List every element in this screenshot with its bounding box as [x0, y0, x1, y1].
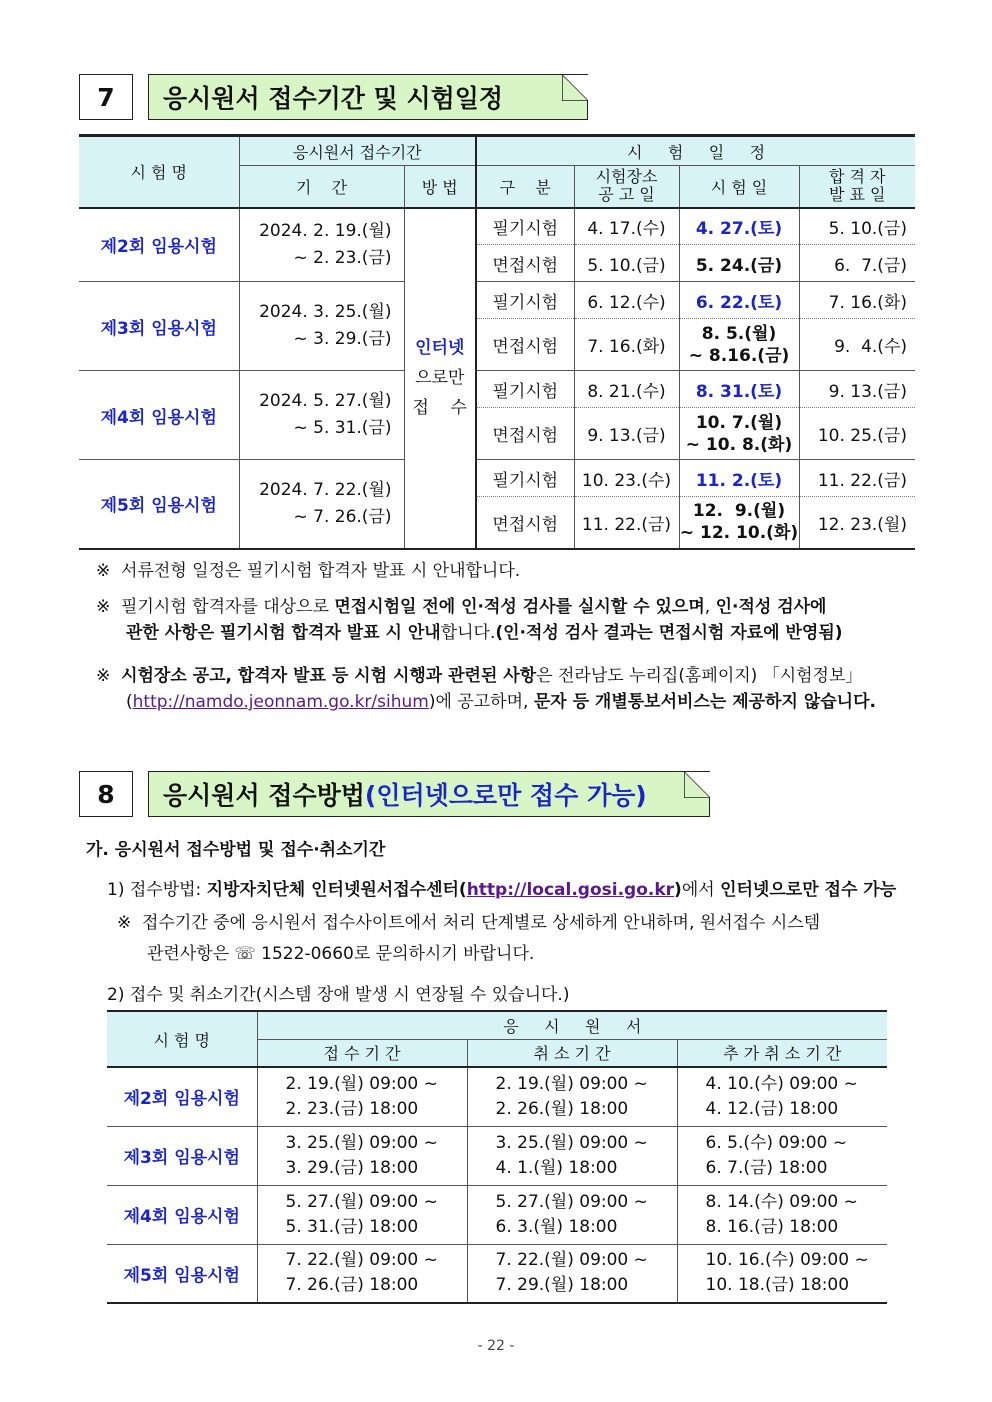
- extra-cancel-period-end: 6. 7.(금) 18:00: [705, 1157, 828, 1178]
- cancel-period-end: 4. 1.(월) 18:00: [495, 1157, 618, 1178]
- receive-period: [257, 1126, 467, 1185]
- header-venue-line1: 시험장소: [595, 167, 658, 187]
- extra-cancel-period-start: 6. 5.(수) 09:00 ~: [705, 1132, 848, 1153]
- extra-cancel-period: [677, 1126, 887, 1185]
- item1-part-e: 인터넷으로만 접수 가능: [720, 880, 897, 900]
- application-row: [107, 1185, 887, 1244]
- receive-period-start: 7. 22.(월) 09:00 ~: [285, 1250, 438, 1271]
- schedule-row-written: [79, 460, 915, 497]
- application-row: [107, 1067, 887, 1126]
- note-aptitude-test: [96, 594, 918, 646]
- cancel-period-start: 5. 27.(월) 09:00 ~: [495, 1191, 648, 1212]
- result-date: 5. 10.(금): [799, 208, 915, 245]
- extra-cancel-period-start: 4. 10.(수) 09:00 ~: [705, 1073, 858, 1094]
- item1-part-b: 지방자치단체 인터넷원서접수센터(: [206, 880, 467, 900]
- extra-cancel-period-end: 10. 18.(금) 18:00: [705, 1275, 850, 1296]
- note3-part-b: 시험장소 공고, 합격자 발표 등 시험 시행과 관련된 사항: [121, 666, 537, 686]
- exam-name: 제5회 임용시험: [107, 1244, 257, 1303]
- exam-date-end: ~ 8.16.(금): [688, 345, 790, 366]
- cancel-period-start: 7. 22.(월) 09:00 ~: [495, 1250, 648, 1271]
- note-document-screening: [96, 558, 520, 584]
- exam-date-end: ~ 10. 8.(화): [685, 434, 793, 455]
- apply-period-end: ~ 7. 26.(금): [293, 506, 392, 527]
- folded-corner-icon: [562, 75, 588, 101]
- apply-period: [239, 208, 404, 282]
- apply-period-end: ~ 2. 23.(금): [293, 247, 392, 268]
- exam-date: [679, 497, 799, 549]
- extra-cancel-period-start: 8. 14.(수) 09:00 ~: [705, 1191, 858, 1212]
- receive-period-end: 2. 23.(금) 18:00: [285, 1098, 419, 1119]
- apply-period-start: 2024. 3. 25.(월): [259, 301, 392, 322]
- method-line3: 접 수: [412, 398, 467, 418]
- subsection-ga-title: 가. 응시원서 접수방법 및 접수·취소기간: [86, 840, 386, 860]
- schedule-row-written: [79, 208, 915, 245]
- application-row: [107, 1126, 887, 1185]
- cancel-period-end: 7. 29.(월) 18:00: [495, 1275, 629, 1296]
- receive-period-end: 7. 26.(금) 18:00: [285, 1275, 419, 1296]
- apply-period: [239, 371, 404, 460]
- result-date: 9. 4.(수): [799, 319, 915, 371]
- page-number: - 22 -: [477, 1338, 515, 1354]
- sihum-link[interactable]: http://namdo.jeonnam.go.kr/sihum: [132, 692, 429, 712]
- apply-period-start: 2024. 5. 27.(월): [259, 390, 392, 411]
- exam-name: 제2회 임용시험: [79, 208, 239, 282]
- section7-title: [148, 74, 588, 120]
- cancel-period-end: 6. 3.(월) 18:00: [495, 1216, 618, 1237]
- result-date: 10. 25.(금): [799, 408, 915, 460]
- receive-period-end: 3. 29.(금) 18:00: [285, 1157, 419, 1178]
- section8-title-main: 응시원서 접수방법: [163, 781, 365, 810]
- result-date: 9. 13.(금): [799, 371, 915, 408]
- exam-date: [679, 319, 799, 371]
- result-date: 6. 7.(금): [799, 245, 915, 282]
- header-exam-date: 시 험 일: [679, 166, 799, 208]
- item1-part-a: 1) 접수방법:: [107, 880, 207, 900]
- receive-period: [257, 1067, 467, 1126]
- receive-period-start: 3. 25.(월) 09:00 ~: [285, 1132, 438, 1153]
- exam-date: 6. 22.(토): [679, 282, 799, 319]
- exam-schedule-table: [79, 134, 915, 550]
- t2-header-extra-cancel: 추 가 취 소 기 간: [723, 1044, 842, 1064]
- venue-announce-date: 7. 16.(화): [574, 319, 679, 371]
- exam-type: 면접시험: [476, 497, 574, 549]
- receive-period: [257, 1185, 467, 1244]
- exam-name: 제4회 임용시험: [107, 1185, 257, 1244]
- venue-announce-date: 9. 13.(금): [574, 408, 679, 460]
- t2-header-receive: 접 수 기 간: [257, 1039, 467, 1067]
- item1-note-line2: 관련사항은 ☏ 1522-0660로 문의하시기 바랍니다.: [147, 944, 535, 964]
- cancel-period: [467, 1185, 677, 1244]
- note2-part-b: 면접시험일 전에 인·적성 검사를 실시할 수 있으며: [334, 597, 705, 617]
- item1-method: [107, 875, 896, 900]
- apply-period-start: 2024. 7. 22.(월): [259, 479, 392, 500]
- cancel-period-start: 2. 19.(월) 09:00 ~: [495, 1073, 648, 1094]
- header-result-line1: 합 격 자: [828, 167, 886, 187]
- exam-date-start: 10. 7.(월): [695, 412, 783, 433]
- application-period-table: [107, 1010, 887, 1304]
- exam-name: 제2회 임용시험: [107, 1067, 257, 1126]
- venue-announce-date: 11. 22.(금): [574, 497, 679, 549]
- exam-name: 제3회 임용시험: [79, 282, 239, 371]
- apply-period-end: ~ 3. 29.(금): [293, 329, 392, 349]
- cancel-period: [467, 1126, 677, 1185]
- exam-date: 11. 2.(토): [679, 460, 799, 497]
- note3-part-c: 은 전라남도 누리집(홈페이지) 「시험정보」: [536, 666, 863, 686]
- item1-note: [117, 908, 917, 970]
- note2-part-g: (인·적성 검사 결과는 면접시험 자료에 반영됨): [495, 623, 843, 643]
- exam-date-end: ~ 12. 10.(화): [679, 523, 799, 544]
- exam-name: 제4회 임용시험: [79, 371, 239, 460]
- extra-cancel-period-end: 4. 12.(금) 18:00: [705, 1098, 839, 1119]
- exam-name: 제5회 임용시험: [79, 460, 239, 549]
- application-row: [107, 1244, 887, 1303]
- receive-period-start: 5. 27.(월) 09:00 ~: [285, 1191, 438, 1212]
- exam-type: 필기시험: [476, 371, 574, 408]
- note2-part-a: ※ 필기시험 합격자를 대상으로: [96, 597, 335, 617]
- exam-type: 면접시험: [476, 245, 574, 282]
- method-line2: 으로만: [415, 368, 465, 388]
- method-cell: [404, 208, 476, 549]
- header-method: 방 법: [404, 166, 476, 208]
- section8-title-sub: (인터넷으로만 접수 가능): [364, 781, 647, 810]
- cancel-period: [467, 1244, 677, 1303]
- note2-part-c: ,: [704, 597, 716, 617]
- header-result-date: [799, 166, 915, 208]
- folded-corner-icon: [684, 772, 710, 798]
- extra-cancel-period: [677, 1067, 887, 1126]
- result-date: 7. 16.(화): [799, 282, 915, 319]
- header-type: 구 분: [476, 166, 574, 208]
- schedule-row-written: [79, 282, 915, 319]
- section8-number: 8: [79, 771, 133, 817]
- note3-part-d: (: [126, 692, 133, 712]
- section8-title: [148, 771, 710, 817]
- exam-date: 4. 27.(토): [679, 208, 799, 245]
- item1-part-c: ): [674, 880, 682, 900]
- header-result-line2: 발 표 일: [828, 185, 886, 205]
- item2-period: 2) 접수 및 취소기간(시스템 장애 발생 시 연장될 수 있습니다.): [107, 985, 570, 1005]
- note3-part-e: )에 공고하며,: [428, 692, 534, 712]
- result-date: 12. 23.(월): [799, 497, 915, 549]
- item1-note-line1: ※ 접수기간 중에 응시원서 접수사이트에서 처리 단계별로 상세하게 안내하며, 원서접수 시스템: [117, 913, 821, 933]
- result-date: 11. 22.(금): [799, 460, 915, 497]
- schedule-row-written: [79, 371, 915, 408]
- cancel-period-end: 2. 26.(월) 18:00: [495, 1098, 629, 1119]
- note2-part-f: 합니다.: [440, 623, 496, 643]
- exam-date: [679, 408, 799, 460]
- header-exam-name: 시 험 명: [79, 136, 239, 208]
- note-announcement: [96, 663, 918, 715]
- exam-type: 면접시험: [476, 408, 574, 460]
- apply-period-start: 2024. 2. 19.(월): [259, 220, 392, 241]
- venue-announce-date: 6. 12.(수): [574, 282, 679, 319]
- exam-name: 제3회 임용시험: [107, 1126, 257, 1185]
- note3-part-f: 문자 등 개별통보서비스는 제공하지 않습니다.: [533, 692, 876, 712]
- apply-period: [239, 282, 404, 371]
- exam-date-start: 8. 5.(월): [701, 323, 777, 344]
- header-venue-announce: [574, 166, 679, 208]
- note2-part-e: 관한 사항은 필기시험 합격자 발표 시 안내: [126, 623, 441, 643]
- note1-text: ※ 서류전형 일정은 필기시험 합격자 발표 시 안내합니다.: [96, 561, 521, 581]
- receive-period-end: 5. 31.(금) 18:00: [285, 1216, 419, 1237]
- exam-type: 필기시험: [476, 282, 574, 319]
- t2-header-cancel: 취 소 기 간: [467, 1039, 677, 1067]
- exam-type: 필기시험: [476, 460, 574, 497]
- section7-number: 7: [79, 74, 133, 120]
- receive-period-start: 2. 19.(월) 09:00 ~: [285, 1073, 438, 1094]
- exam-type: 필기시험: [476, 208, 574, 245]
- receive-period: [257, 1244, 467, 1303]
- exam-date: 5. 24.(금): [679, 245, 799, 282]
- extra-cancel-period: [677, 1244, 887, 1303]
- t2-header-exam: 시 험 명: [107, 1011, 257, 1067]
- apply-period-end: ~ 5. 31.(금): [293, 418, 392, 438]
- header-schedule: 시 험 일 정: [476, 136, 915, 166]
- extra-cancel-period-end: 8. 16.(금) 18:00: [705, 1216, 839, 1237]
- exam-date-start: 12. 9.(월): [692, 501, 786, 522]
- item1-part-d: 에서: [681, 880, 721, 900]
- apply-period: [239, 460, 404, 549]
- exam-date: 8. 31.(토): [679, 371, 799, 408]
- venue-announce-date: 8. 21.(수): [574, 371, 679, 408]
- cancel-period-start: 3. 25.(월) 09:00 ~: [495, 1132, 648, 1153]
- section7-title-text: 응시원서 접수기간 및 시험일정: [163, 84, 504, 113]
- method-line1: 인터넷: [415, 338, 465, 358]
- venue-announce-date: 5. 10.(금): [574, 245, 679, 282]
- cancel-period: [467, 1067, 677, 1126]
- header-apply-period: 응시원서 접수기간: [239, 136, 476, 166]
- header-period: 기 간: [239, 166, 404, 208]
- exam-type: 면접시험: [476, 319, 574, 371]
- gosi-link[interactable]: http://local.gosi.go.kr: [466, 880, 675, 900]
- note2-part-d: 인·적성 검사에: [715, 597, 827, 617]
- extra-cancel-period-start: 10. 16.(수) 09:00 ~: [705, 1250, 869, 1271]
- extra-cancel-period: [677, 1185, 887, 1244]
- venue-announce-date: 4. 17.(수): [574, 208, 679, 245]
- t2-header-application: 응 시 원 서: [257, 1011, 887, 1039]
- venue-announce-date: 10. 23.(수): [574, 460, 679, 497]
- header-venue-line2: 공 고 일: [598, 185, 655, 205]
- note3-part-a: ※: [96, 666, 122, 686]
